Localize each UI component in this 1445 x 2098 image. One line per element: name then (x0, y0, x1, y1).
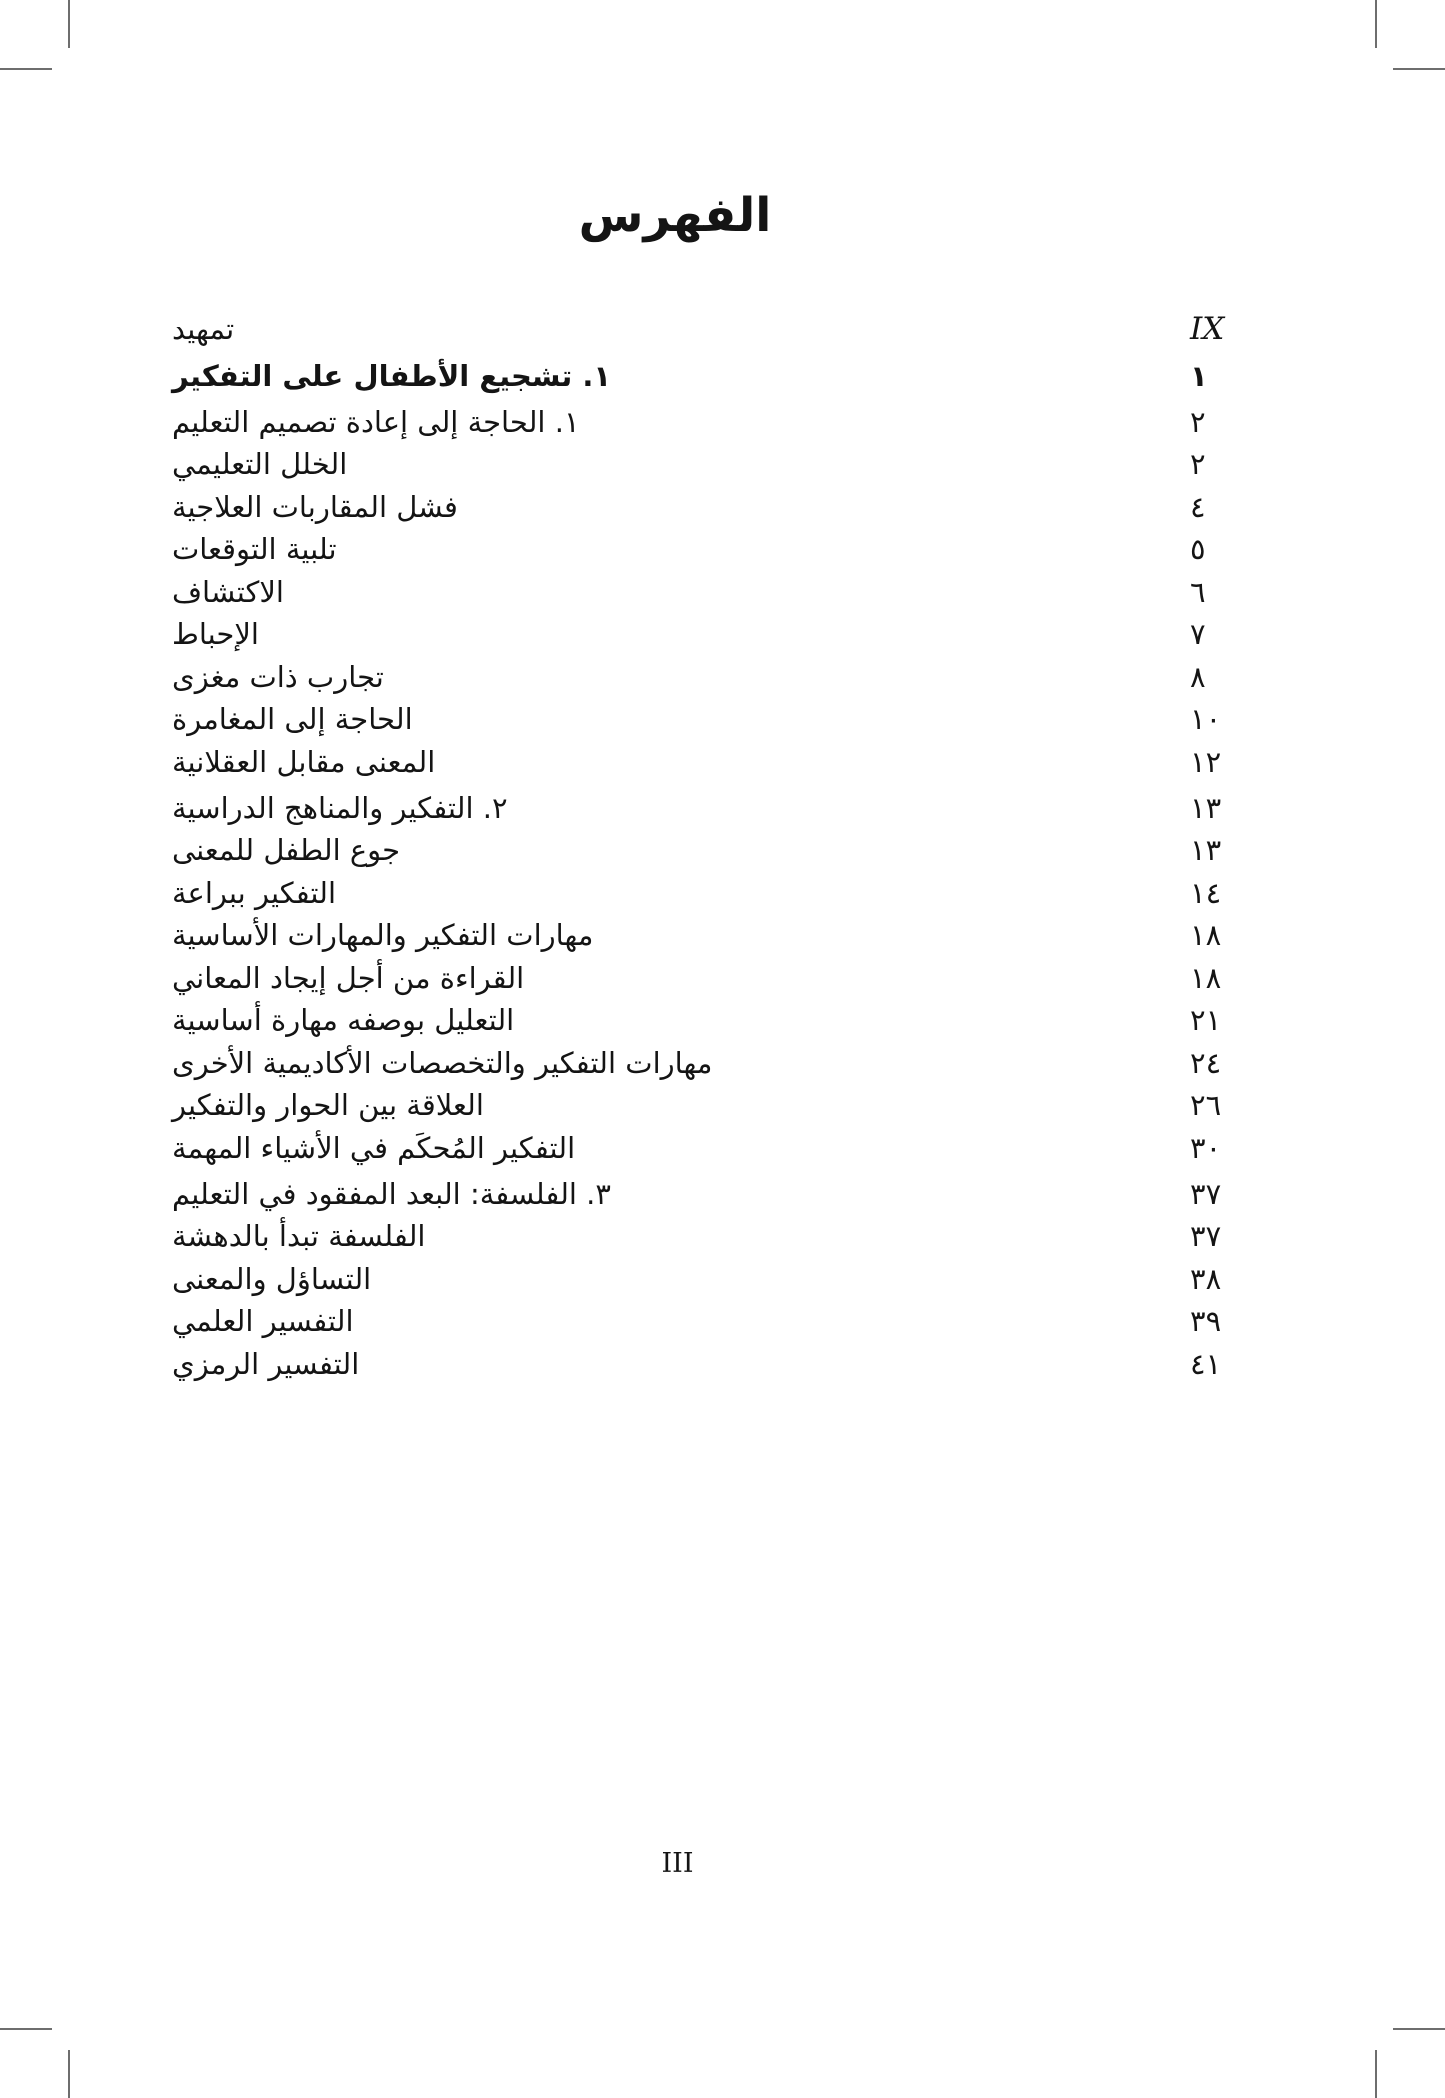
toc-entry[interactable] (160, 447, 1280, 482)
toc-entry-page-number: ١٣ (1190, 790, 1222, 825)
toc-entry-page-number: ١٨ (1190, 918, 1222, 953)
toc-entry-label: التفسير العلمي (172, 1304, 354, 1339)
crop-mark-bottom-left-vertical (68, 2050, 70, 2098)
toc-entry-page-number: ١٤ (1190, 875, 1222, 910)
toc-entry-page-number: ١ (1190, 358, 1208, 393)
toc-entry[interactable] (160, 358, 1280, 393)
toc-entry-page-number: ٣٧ (1190, 1176, 1222, 1211)
toc-entry-label: تلبية التوقعات (172, 532, 337, 567)
toc-entry-label: ٣. الفلسفة: البعد المفقود في التعليم (172, 1176, 611, 1211)
toc-entry[interactable] (160, 1045, 1280, 1080)
toc-entry-page-number: ٧ (1190, 617, 1206, 652)
toc-entry[interactable] (160, 1088, 1280, 1123)
toc-entry-label: تمهيد (172, 311, 235, 346)
toc-entry[interactable] (160, 702, 1280, 737)
toc-entry-page-number: ٦ (1190, 574, 1206, 609)
toc-entry-label: ٢. التفكير والمناهج الدراسية (172, 790, 508, 825)
toc-entry[interactable] (160, 404, 1280, 439)
crop-mark-top-left-horizontal (0, 68, 52, 70)
table-of-contents-page (160, 150, 1280, 1392)
toc-entry[interactable] (160, 1003, 1280, 1038)
crop-mark-bottom-left-horizontal (0, 2028, 52, 2030)
toc-entry[interactable] (160, 1219, 1280, 1254)
toc-entry-label: التعليل بوصفه مهارة أساسية (172, 1003, 515, 1038)
toc-entry[interactable] (160, 310, 1280, 347)
toc-entry-page-number: ١٣ (1190, 833, 1222, 868)
toc-entry-label: الحاجة إلى المغامرة (172, 702, 413, 737)
toc-entry[interactable] (160, 489, 1280, 524)
toc-entry-label: الفلسفة تبدأ بالدهشة (172, 1219, 426, 1254)
toc-entry-page-number: ١٢ (1190, 744, 1222, 779)
page-title: الفهرس (578, 188, 772, 243)
toc-entry-label: مهارات التفكير والتخصصات الأكاديمية الأخرى (172, 1045, 713, 1080)
toc-entry[interactable] (160, 1346, 1280, 1381)
toc-entry[interactable] (160, 960, 1280, 995)
toc-entry-page-number: ٣٩ (1190, 1304, 1222, 1339)
toc-entry[interactable] (160, 1304, 1280, 1339)
toc-entry-page-number: ٢ (1190, 447, 1206, 482)
toc-entry-label: الخلل التعليمي (172, 447, 348, 482)
toc-entry-page-number: ٨ (1190, 659, 1206, 694)
toc-entry[interactable] (160, 1176, 1280, 1211)
toc-entry[interactable] (160, 574, 1280, 609)
table-of-contents-list (160, 310, 1280, 1381)
toc-entry[interactable] (160, 875, 1280, 910)
toc-entry[interactable] (160, 659, 1280, 694)
toc-entry-page-number: ٣٨ (1190, 1261, 1222, 1296)
toc-entry-page-number: ٢١ (1190, 1003, 1222, 1038)
toc-entry[interactable] (160, 744, 1280, 779)
toc-entry-page-number: ١٨ (1190, 960, 1222, 995)
toc-entry-page-number: ٣٠ (1190, 1130, 1222, 1165)
toc-entry-label: ١. تشجيع الأطفال على التفكير (172, 358, 612, 393)
crop-mark-bottom-right-horizontal (1393, 2028, 1445, 2030)
toc-entry[interactable] (160, 833, 1280, 868)
toc-entry-page-number: ١٠ (1190, 702, 1222, 737)
toc-entry[interactable] (160, 790, 1280, 825)
toc-entry-label: المعنى مقابل العقلانية (172, 744, 436, 779)
toc-entry-label: العلاقة بين الحوار والتفكير (172, 1088, 484, 1123)
crop-mark-top-right-horizontal (1393, 68, 1445, 70)
toc-entry-page-number: ٢٤ (1190, 1045, 1222, 1080)
toc-entry-page-number: IX (1190, 310, 1225, 347)
toc-entry-label: مهارات التفكير والمهارات الأساسية (172, 918, 594, 953)
toc-entry-label: التفسير الرمزي (172, 1346, 360, 1381)
crop-mark-top-left-vertical (68, 0, 70, 48)
toc-entry-label: التفكير المُحكَم في الأشياء المهمة (172, 1130, 576, 1165)
toc-entry-label: التفكير ببراعة (172, 875, 337, 910)
toc-entry-label: ١. الحاجة إلى إعادة تصميم التعليم (172, 404, 580, 439)
toc-entry[interactable] (160, 918, 1280, 953)
toc-entry-label: جوع الطفل للمعنى (172, 833, 401, 868)
crop-mark-bottom-right-vertical (1375, 2050, 1377, 2098)
toc-entry[interactable] (160, 1130, 1280, 1165)
toc-entry-page-number: ٢ (1190, 404, 1206, 439)
toc-entry-page-number: ٢٦ (1190, 1088, 1222, 1123)
toc-entry-label: القراءة من أجل إيجاد المعاني (172, 960, 525, 995)
toc-entry-label: التساؤل والمعنى (172, 1261, 372, 1296)
page-folio: III (661, 1848, 694, 1879)
toc-entry-page-number: ٤١ (1190, 1346, 1222, 1381)
toc-entry[interactable] (160, 532, 1280, 567)
toc-entry-label: الاكتشاف (172, 574, 284, 609)
toc-entry-page-number: ٣٧ (1190, 1219, 1222, 1254)
toc-entry-label: فشل المقاربات العلاجية (172, 489, 458, 524)
crop-mark-top-right-vertical (1375, 0, 1377, 48)
toc-entry-label: تجارب ذات مغزى (172, 659, 384, 694)
toc-entry-page-number: ٤ (1190, 489, 1206, 524)
toc-entry[interactable] (160, 1261, 1280, 1296)
toc-entry[interactable] (160, 617, 1280, 652)
toc-entry-page-number: ٥ (1190, 532, 1206, 567)
toc-entry-label: الإحباط (172, 617, 259, 652)
